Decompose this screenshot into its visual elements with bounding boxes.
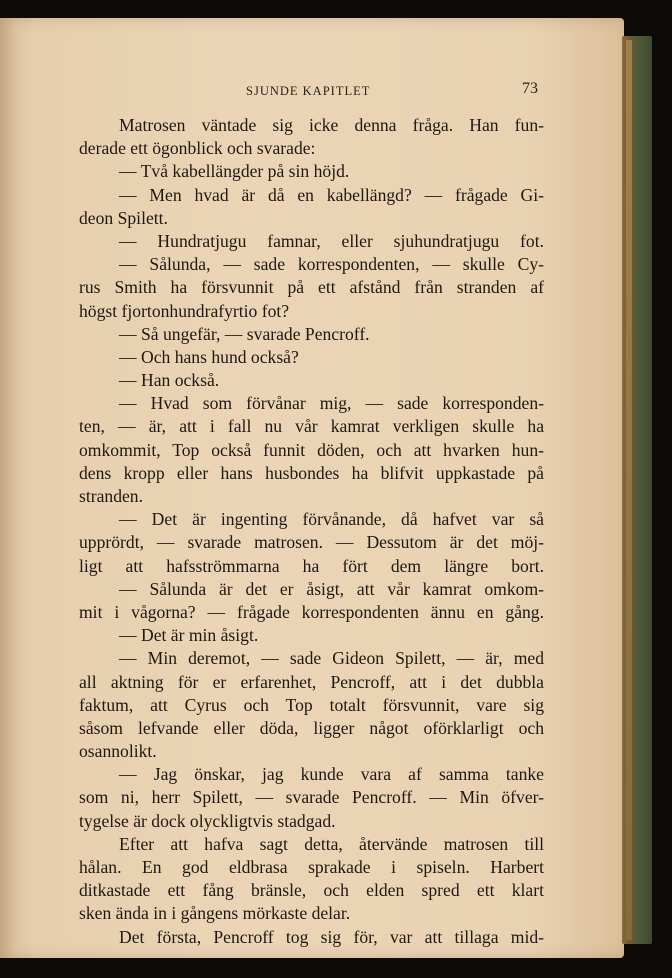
text-line: rus Smith ha försvunnit på ett afstånd från stranden af (79, 277, 544, 298)
book-spine-edge (626, 40, 632, 940)
text-line: osannolikt. (79, 741, 157, 762)
text-line: omkommit, Top också funnit döden, och att hvarken hun- (79, 439, 544, 460)
text-line: ligt att hafsströmmarna ha fört dem längre bort. (79, 555, 544, 576)
text-line: sken ända in i gångens mörkaste delar. (79, 903, 351, 924)
text-line: som ni, herr Spilett, — svarade Pencroff. — Min öfver- (79, 787, 544, 808)
text-line: ditkastade ett fång bränsle, och elden spred ett klart (79, 880, 544, 901)
text-line: Det första, Pencroff tog sig för, var att tillaga mid- (119, 926, 544, 947)
text-line: högst fjortonhundrafyrtio fot? (79, 300, 290, 321)
body-text (79, 114, 544, 949)
text-line: Matrosen väntade sig icke denna fråga. Han fun- (119, 115, 544, 135)
text-line: Efter att hafva sagt detta, återvände matrosen till (119, 833, 544, 854)
text-line: — Två kabellängder på sin höjd. (119, 161, 350, 182)
text-line: tygelse är dock olyckligtvis stadgad. (79, 810, 336, 831)
text-line: såsom lefvande eller döda, ligger något oförklarligt och (79, 717, 544, 738)
text-line: — Men hvad är då en kabellängd? — frågade Gi- (119, 184, 544, 205)
text-line: — Sålunda, — sade korrespondenten, — skulle Cy- (119, 254, 544, 275)
text-line: — Och hans hund också? (119, 346, 299, 367)
text-line: — Hvad som förvånar mig, — sade korresponden- (119, 393, 544, 414)
running-head (0, 80, 624, 100)
text-line: mit i vågorna? — frågade korrespondenten ännu en gång. (79, 601, 544, 622)
text-line: — Hundratjugu famnar, eller sjuhundratjugu fot. (119, 230, 544, 251)
text-line: all aktning för er erfarenhet, Pencroff, att i det dubbla (79, 671, 544, 692)
text-line: stranden. (79, 486, 144, 506)
text-line: deon Spilett. (79, 207, 168, 228)
text-line: — Det är ingenting förvånande, då hafvet var så (119, 509, 544, 530)
text-line: — Så ungefär, — svarade Pencroff. (119, 323, 370, 344)
text-line: hålan. En god eldbrasa sprakade i spiseln. Harbert (79, 857, 544, 877)
text-line: — Jag önskar, jag kunde vara af samma tanke (119, 764, 544, 785)
text-line: derade ett ögonblick och svarade: (79, 138, 316, 159)
text-line: — Han också. (119, 370, 220, 391)
running-title: SJUNDE KAPITLET (246, 84, 371, 98)
text-line: ten, — är, att i fall nu vår kamrat verkligen skulle ha (79, 416, 544, 437)
text-line: — Sålunda är det er åsigt, att vår kamrat omkom- (119, 578, 544, 599)
text-line: dens kropp eller hans husbondes ha blifvit uppkastade på (79, 462, 544, 483)
text-line: faktum, att Cyrus och Top totalt försvunnit, vare sig (79, 694, 544, 715)
text-line: upprördt, — svarade matrosen. — Dessutom är det möj- (79, 532, 544, 553)
text-line: — Det är min åsigt. (119, 625, 259, 646)
page-number: 73 (522, 80, 538, 97)
text-line: — Min deremot, — sade Gideon Spilett, — är, med (119, 648, 544, 669)
book-page (0, 18, 624, 958)
